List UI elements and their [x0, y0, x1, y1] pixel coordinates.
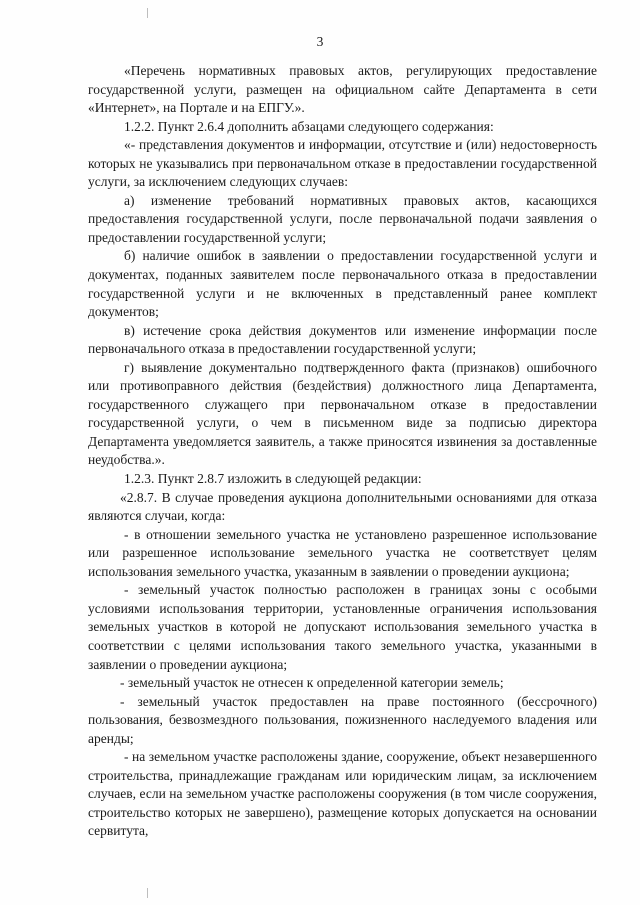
paragraph-special-zone: - земельный участок полностью расположен в границах зоны с особыми условиями использования территории, установленные ограничения использования земельных участков в которой не допускают использования земельного участка в соответствии с целями использования такого земельного участка, указанными в заявлении о проведении аукциона; [88, 582, 597, 672]
scan-artifact-bottom [147, 888, 148, 898]
paragraph-case-g: г) выявление документально подтвержденного факта (признаков) ошибочного или противоправного действия (бездействия) должностного лица Департамента, государственного служащего при первоначальном отказе в предоставлении государственной услуги, о чем в письменном виде за подписью директора Департамента уведомляется заявитель, а также приносятся извинения за доставленные неудобства.». [88, 359, 597, 468]
paragraph-permitted-use: - в отношении земельного участка не установлено разрешенное использование или разрешенное использование земельного участка не соответствует целям использования земельного участка, указанным в заявлении о проведении аукциона; [88, 526, 597, 579]
scan-artifact-top [147, 8, 148, 18]
paragraph-land-category: - земельный участок не отнесен к определенной категории земель; [120, 675, 504, 691]
paragraph-documents-info: «- представления документов и информации, отсутствие и (или) недостоверность которых не указывались при первоначальном отказе в предоставлении государственной услуги, за исключением следующих случаев: [88, 137, 597, 190]
paragraph-case-v: в) истечение срока действия документов или изменение информации после первоначального отказа в предоставлении государственной услуги; [88, 322, 597, 357]
paragraph-land-rights: - земельный участок предоставлен на праве постоянного (бессрочного) пользования, безвозмездного пользования, пожизненного наследуемого владения или аренды; [88, 693, 597, 746]
paragraph-buildings: - на земельном участке расположены здание, сооружение, объект незавершенного строительства, принадлежащие гражданам или юридическим лицам, за исключением случаев, если на земельном участке расположены сооружения (в том числе сооружения, строительство которых не завершено), размещение которых допускается на основании сервитута, [88, 749, 597, 839]
paragraph-case-b: б) наличие ошибок в заявлении о предоставлении государственной услуги и документах, поданных заявителем после первоначального отказа в предоставлении государственной услуги и не включенных в представленный ранее комплект документов; [88, 248, 597, 320]
paragraph-2-8-7: «2.8.7. В случае проведения аукциона дополнительными основаниями для отказа являются случаи, когда: [88, 489, 597, 524]
page-number: 3 [316, 34, 324, 49]
paragraph-1-2-3: 1.2.3. Пункт 2.8.7 изложить в следующей редакции: [124, 471, 422, 487]
document-body [88, 62, 597, 841]
paragraph-1-2-2: 1.2.2. Пункт 2.6.4 дополнить абзацами следующего содержания: [124, 118, 494, 134]
paragraph-list-of-acts: «Перечень нормативных правовых актов, регулирующих предоставление государственной услуги, размещен на официальном сайте Департамента в сети «Интернет», на Портале и на ЕПГУ.». [88, 63, 597, 116]
paragraph-case-a: а) изменение требований нормативных правовых актов, касающихся предоставления государственной услуги, после первоначальной подачи заявления о предоставлении государственной услуги; [88, 192, 597, 245]
